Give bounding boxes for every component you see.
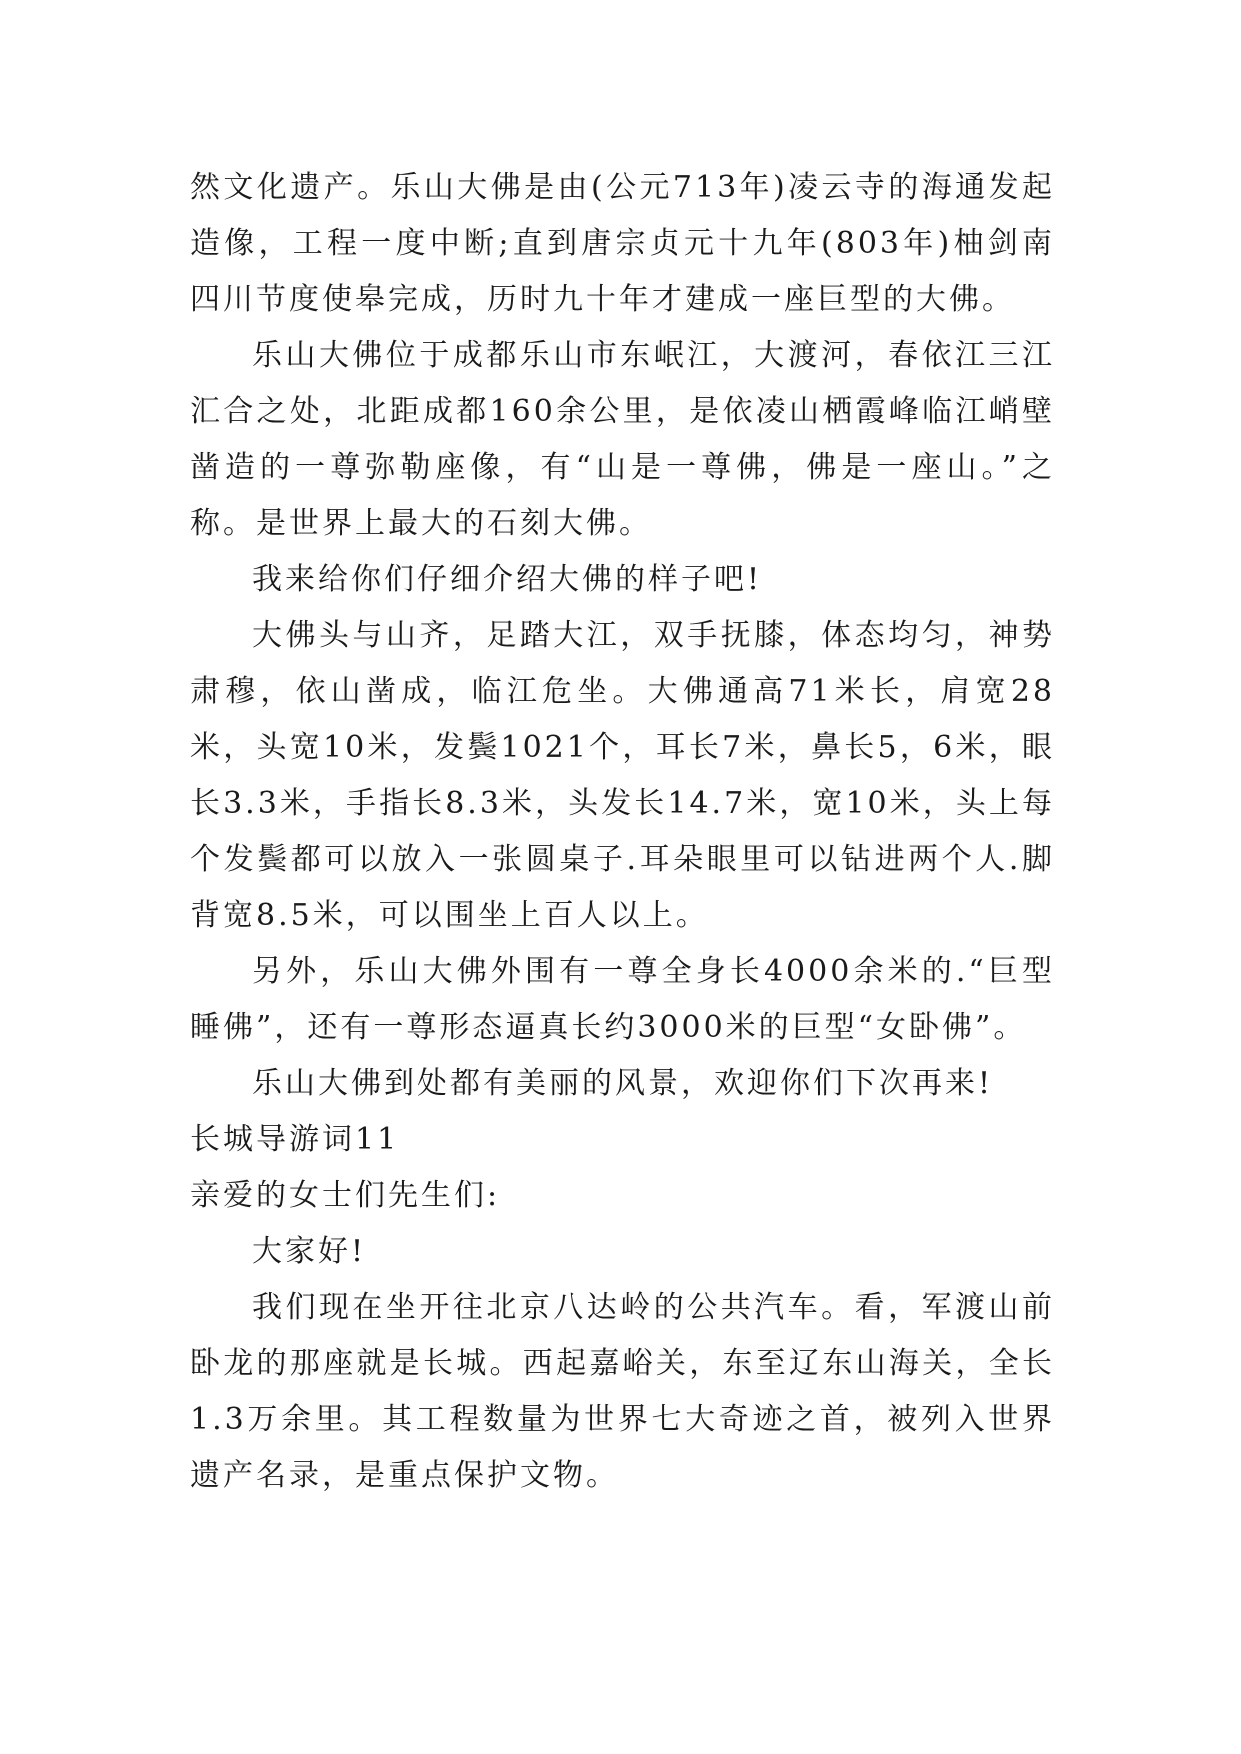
paragraph-leshan-location: 乐山大佛位于成都乐山市东岷江，大渡河，春依江三江汇合之处，北距成都160余公里，是依凌山栖霞峰临江峭壁凿造的一尊弥勒座像，有“山是一尊佛，佛是一座山。”之称。是世界上最大的石刻大佛。: [190, 338, 1055, 541]
section-heading-great-wall: 长城导游词11: [190, 1122, 400, 1157]
paragraph-buddha-dimensions: 大佛头与山齐，足踏大江，双手抚膝，体态均匀，神势肃穆，依山凿成，临江危坐。大佛通高71米长，肩宽28米，头宽10米，发鬓1021个，耳长7米，鼻长5，6米，眼长3.3米，手指长8.3米，头发长14.7米，宽10米，头上每个发鬓都可以放入一张圆桌子.耳朵眼里可以钻进两个人.脚背宽8.5米，可以围坐上百人以上。: [190, 618, 1055, 933]
paragraph-leshan-history: 然文化遗产。乐山大佛是由(公元713年)凌云寺的海通发起造像，工程一度中断;直到唐宗贞元十九年(803年)柚剑南四川节度使皋完成，历时九十年才建成一座巨型的大佛。: [190, 170, 1055, 317]
paragraph-introduce-buddha: 我来给你们仔细介绍大佛的样子吧!: [252, 562, 763, 597]
document-body: [190, 160, 1055, 1504]
paragraph-greeting: 大家好!: [252, 1234, 367, 1269]
paragraph-welcome-back: 乐山大佛到处都有美丽的风景，欢迎你们下次再来!: [252, 1066, 994, 1101]
paragraph-salutation: 亲爱的女士们先生们:: [190, 1178, 501, 1213]
paragraph-sleeping-buddha: 另外，乐山大佛外围有一尊全身长4000余米的.“巨型睡佛”，还有一尊形态逼真长约3000米的巨型“女卧佛”。: [190, 954, 1055, 1045]
paragraph-great-wall-intro: 我们现在坐开往北京八达岭的公共汽车。看，军渡山前卧龙的那座就是长城。西起嘉峪关，东至辽东山海关，全长1.3万余里。其工程数量为世界七大奇迹之首，被列入世界遗产名录，是重点保护文物。: [190, 1290, 1055, 1493]
